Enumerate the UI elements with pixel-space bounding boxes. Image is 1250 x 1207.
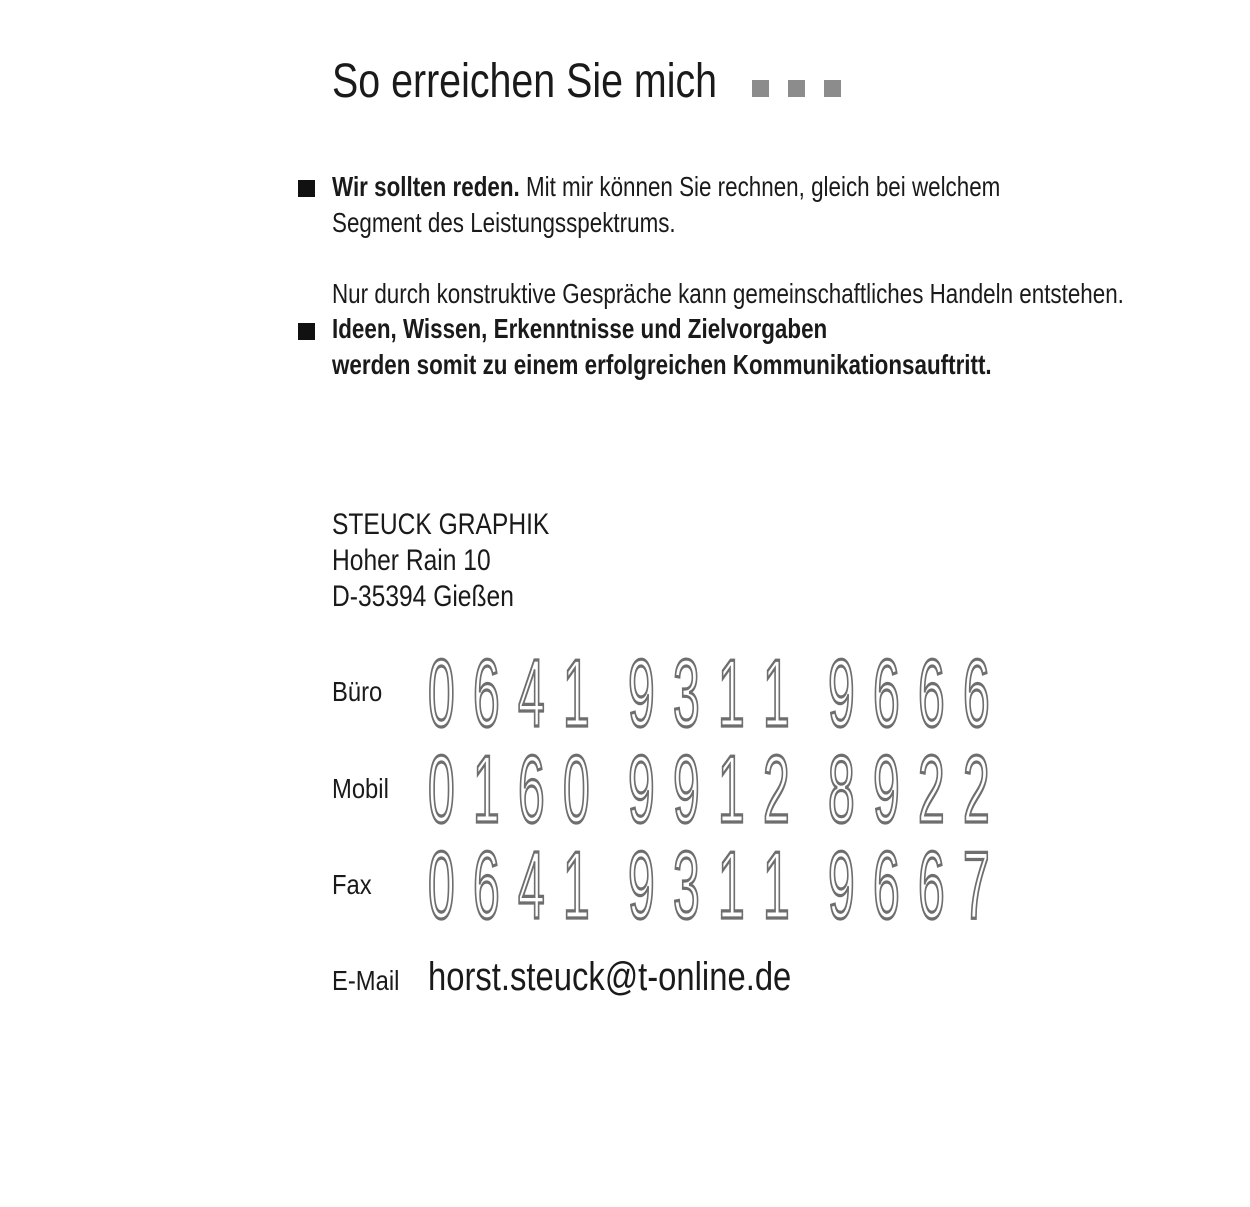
street-address: Hoher Rain 10 xyxy=(332,544,491,577)
phone-digit: 0 xyxy=(428,831,455,940)
phone-digit: 1 xyxy=(718,735,745,844)
phone-digit: 6 xyxy=(473,639,500,748)
intro-lead-text: Mit mir können Sie rechnen, gleich bei welchem xyxy=(519,171,1001,202)
phone-digit: 6 xyxy=(963,639,990,748)
intro-bold-paragraph xyxy=(332,311,1157,383)
phone-digit: 1 xyxy=(563,639,590,748)
phone-digit: 6 xyxy=(873,831,900,940)
phone-digit: 1 xyxy=(473,735,500,844)
phone-digit: 9 xyxy=(673,735,700,844)
buero-label: Büro xyxy=(332,676,383,707)
phone-digit: 0 xyxy=(563,735,590,844)
intro-bold-line-2: werden somit zu einem erfolgreichen Kommunikationsauftritt. xyxy=(332,349,992,380)
city-address: D-35394 Gießen xyxy=(332,580,514,613)
phone-digit: 1 xyxy=(763,639,790,748)
mobil-label: Mobil xyxy=(332,773,389,804)
bullet-square-icon xyxy=(298,180,315,197)
phone-digit: 2 xyxy=(763,735,790,844)
intro-bold-line-1: Ideen, Wissen, Erkenntnisse und Zielvorgaben xyxy=(332,313,828,344)
intro-paragraph xyxy=(332,169,1167,241)
phone-number-digits xyxy=(428,639,1008,748)
phone-digit: 9 xyxy=(628,735,655,844)
phone-digit: 3 xyxy=(673,639,700,748)
phone-digit: 2 xyxy=(918,735,945,844)
phone-number-digits xyxy=(428,735,1008,844)
phone-digit: 1 xyxy=(563,831,590,940)
mobil-number[interactable] xyxy=(428,735,1008,844)
phone-digit: 6 xyxy=(873,639,900,748)
intro-paragraph-2 xyxy=(332,276,1250,312)
page-title xyxy=(332,56,802,108)
phone-digit: 1 xyxy=(718,639,745,748)
phone-digit: 6 xyxy=(473,831,500,940)
buero-number[interactable] xyxy=(428,639,1008,748)
fax-label: Fax xyxy=(332,869,372,900)
phone-digit: 9 xyxy=(828,639,855,748)
phone-digit: 3 xyxy=(673,831,700,940)
phone-digit: 4 xyxy=(518,831,545,940)
phone-digit: 1 xyxy=(763,831,790,940)
phone-digit: 9 xyxy=(828,831,855,940)
phone-digit: 0 xyxy=(428,639,455,748)
phone-digit: 4 xyxy=(518,639,545,748)
phone-digit: 2 xyxy=(963,735,990,844)
phone-digit: 8 xyxy=(828,735,855,844)
intro-line-2: Segment des Leistungsspektrums. xyxy=(332,207,676,238)
company-name: STEUCK GRAPHIK xyxy=(332,508,550,541)
phone-digit: 6 xyxy=(918,639,945,748)
phone-digit: 7 xyxy=(963,831,990,940)
intro-line-3: Nur durch konstruktive Gespräche kann gemeinschaftliches Handeln entstehen. xyxy=(332,278,1124,309)
title-decoration-squares xyxy=(752,80,841,97)
decoration-square-icon xyxy=(752,80,769,97)
phone-digit: 6 xyxy=(918,831,945,940)
phone-digit: 9 xyxy=(628,831,655,940)
phone-digit: 9 xyxy=(628,639,655,748)
email-label: E-Mail xyxy=(332,965,400,996)
decoration-square-icon xyxy=(824,80,841,97)
bullet-square-icon xyxy=(298,323,315,340)
address-block xyxy=(332,507,597,615)
phone-digit: 1 xyxy=(718,831,745,940)
page-title-text: So erreichen Sie mich xyxy=(332,55,718,108)
phone-digit: 6 xyxy=(518,735,545,844)
phone-number-digits xyxy=(428,831,1008,940)
intro-lead-bold: Wir sollten reden. xyxy=(332,171,520,202)
phone-digit: 9 xyxy=(873,735,900,844)
fax-number[interactable] xyxy=(428,831,1008,940)
phone-digit: 0 xyxy=(428,735,455,844)
email-link[interactable]: horst.steuck@t-online.de xyxy=(428,955,792,999)
decoration-square-icon xyxy=(788,80,805,97)
